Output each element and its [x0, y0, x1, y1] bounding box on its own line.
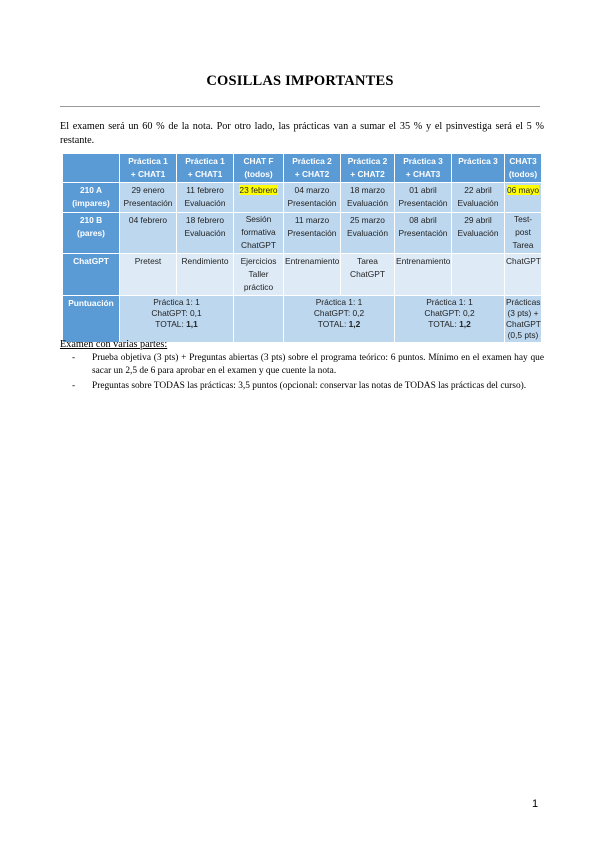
dash-bullet: -	[72, 353, 76, 363]
session-cell: Test- post Tarea	[505, 213, 542, 254]
activity-cell: Entrenamiento	[284, 254, 341, 296]
row-label-210a: 210 A (impares)	[63, 183, 120, 213]
session-cell: Sesión formativa ChatGPT	[234, 213, 284, 254]
intro-paragraph: El examen será un 60 % de la nota. Por otro lado, las prácticas van a sumar el 35 % y el psinvestiga será el 5 % restante.	[60, 121, 544, 146]
list-item: - Prueba objetiva (3 pts) + Preguntas abiertas (3 pts) sobre el programa teórico: 6 puntos. Mínimo en el examen hay que sacar un 2,5 de 6 para aprobar en el examen y que cuente la nota.	[72, 353, 544, 376]
session-cell: 22 abril Evaluación	[452, 183, 505, 213]
table-row-210b	[63, 213, 542, 254]
page-title: COSILLAS IMPORTANTES	[206, 73, 394, 89]
highlighted-date: 06 mayo	[506, 185, 540, 195]
activity-cell: Pretest	[120, 254, 177, 296]
table-row-puntuacion	[63, 296, 542, 343]
title-divider	[60, 106, 540, 107]
header-cell: Práctica 2 + CHAT2	[341, 154, 395, 183]
session-cell	[505, 183, 542, 213]
row-label-210b: 210 B (pares)	[63, 213, 120, 254]
session-cell: 04 marzo Presentación	[284, 183, 341, 213]
header-cell: CHAT3 (todos)	[505, 154, 542, 183]
session-cell	[234, 183, 284, 213]
header-cell: Práctica 3	[452, 154, 505, 183]
session-cell: 25 marzo Evaluación	[341, 213, 395, 254]
session-cell: 29 abril Evaluación	[452, 213, 505, 254]
table-header-row	[63, 154, 542, 183]
activity-cell: Rendimiento	[177, 254, 234, 296]
highlighted-date: 23 febrero	[239, 185, 278, 195]
session-cell: 11 marzo Presentación	[284, 213, 341, 254]
row-label-chatgpt: ChatGPT	[63, 254, 120, 296]
session-cell: 11 febrero Evaluación	[177, 183, 234, 213]
schedule-table	[62, 153, 542, 343]
header-cell: Práctica 3 + CHAT3	[395, 154, 452, 183]
header-cell: Práctica 2 + CHAT2	[284, 154, 341, 183]
activity-cell: Tarea ChatGPT	[341, 254, 395, 296]
dash-bullet: -	[72, 381, 76, 391]
score-cell-p1: Práctica 1: 1 ChatGPT: 0,1 TOTAL: 1,1	[120, 296, 234, 343]
activity-cell	[452, 254, 505, 296]
header-corner-cell	[63, 154, 120, 183]
list-item: - Preguntas sobre TODAS las prácticas: 3,5 puntos (opcional: conservar las notas de TODAS las prácticas del curso).	[72, 381, 527, 391]
activity-cell: Entrenamiento	[395, 254, 452, 296]
score-cell-p3: Práctica 1: 1 ChatGPT: 0,2 TOTAL: 1,2	[395, 296, 505, 343]
table-row-210a	[63, 183, 542, 213]
score-cell-empty	[234, 296, 284, 343]
activity-cell: ChatGPT	[505, 254, 542, 296]
score-cell-p2: Práctica 1: 1 ChatGPT: 0,2 TOTAL: 1,2	[284, 296, 395, 343]
row-label-puntuacion: Puntuación	[63, 296, 120, 343]
session-cell: 18 febrero Evaluación	[177, 213, 234, 254]
session-cell: 01 abril Presentación	[395, 183, 452, 213]
page-number: 1	[532, 798, 539, 810]
activity-cell: Ejercicios Taller práctico	[234, 254, 284, 296]
score-cell-chat3: Prácticas (3 pts) + ChatGPT (0,5 pts)	[505, 296, 542, 343]
header-cell: Práctica 1 + CHAT1	[177, 154, 234, 183]
header-cell: CHAT F (todos)	[234, 154, 284, 183]
session-cell: 08 abril Presentación	[395, 213, 452, 254]
exam-heading: Examen con varias partes:	[60, 339, 168, 350]
exam-bullet-list	[60, 352, 544, 395]
header-cell: Práctica 1 + CHAT1	[120, 154, 177, 183]
table-row-chatgpt	[63, 254, 542, 296]
session-cell: 04 febrero	[120, 213, 177, 254]
session-cell: 29 enero Presentación	[120, 183, 177, 213]
session-cell: 18 marzo Evaluación	[341, 183, 395, 213]
